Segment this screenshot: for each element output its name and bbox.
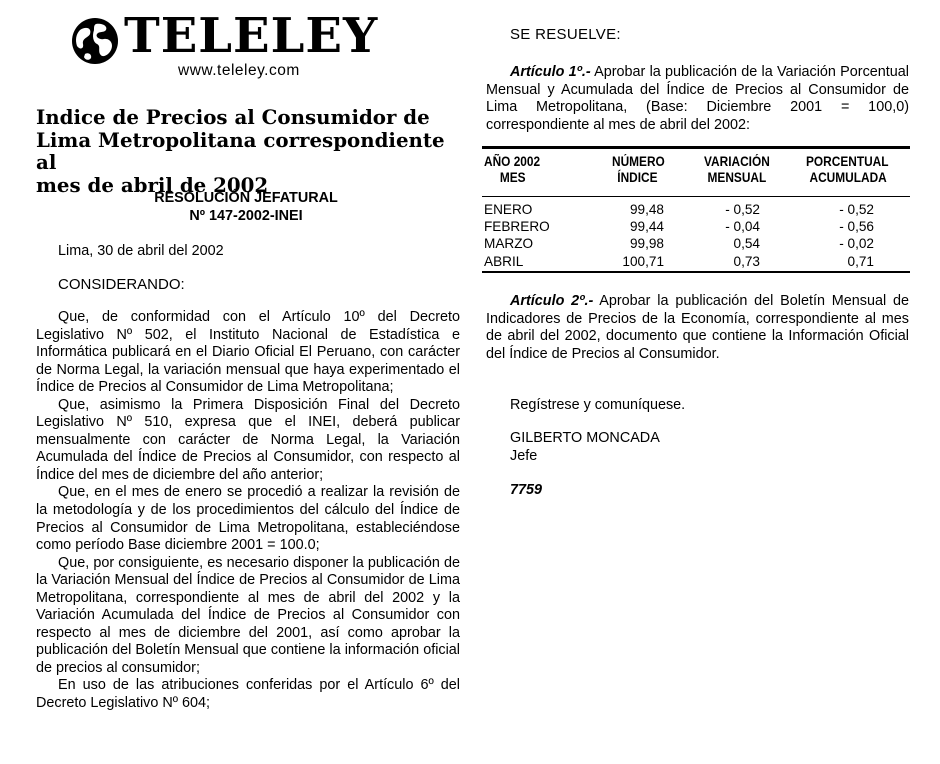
header-line: NÚMERO (612, 154, 665, 169)
table-cell-index: 99,98 (629, 236, 664, 251)
article-1-label: Artículo 1º.- (510, 64, 591, 80)
table-header-monthly (704, 154, 770, 185)
table-cell-monthly: 0,54 (733, 236, 760, 251)
table-top-rule (482, 146, 910, 149)
resolution-heading (36, 190, 456, 225)
header-line: MES (499, 169, 526, 185)
table-header-cumulative (806, 154, 889, 185)
resolution-number: Nº 147-2002-INEI (189, 207, 303, 224)
table-header-year (484, 154, 540, 185)
paragraph: Que, de conformidad con el Artículo 10º del Decreto Legislativo Nº 502, el Instituto Nacional de Estadística e Informática publicará en el Diario Oficial El Peruano, con carácter de Norma Legal, la variación mensual que haya experimentado el Índice de Precios al Consumidor de Lima Metropolitana; (36, 309, 460, 396)
header-line: PORCENTUAL (806, 154, 889, 169)
table-cell-month: ABRIL (484, 254, 524, 269)
table-cell-cumulative: 0,71 (847, 254, 874, 269)
paragraph: Que, por consiguiente, es necesario disponer la publicación de la Variación Mensual del Índice de Precios al Consumidor de Lima Metropolitana, correspondiente al mes de abril del 2002 y la Variación Acumulada del Índice de Precios al Consumidor con respecto al mes de diciembre del 2001, así como aprobar la publicación del Boletín Mensual que contiene la información oficial de precios al consumidor; (36, 554, 460, 676)
signature-block (510, 430, 660, 465)
article-1-text: Aprobar la publicación de la Variación Porcentual Mensual y Acumulada del Índice de Precios al Consumidor de Lima Metropolitana, (Base: Diciembre 2001 = 100,0) correspondiente al mes de abril del 2002: (486, 64, 909, 133)
table-cell-cumulative: - 0,52 (839, 202, 874, 217)
header-line: ACUMULADA (809, 169, 887, 185)
header-line: AÑO 2002 (484, 154, 541, 169)
signer-title: Jefe (510, 447, 538, 464)
considerando-heading: CONSIDERANDO: (58, 276, 185, 293)
website-link[interactable]: www.teleley.com (178, 62, 300, 79)
table-header-index (612, 154, 665, 185)
table-cell-month: FEBRERO (484, 219, 550, 234)
globe-icon (70, 16, 120, 66)
article-2-label: Artículo 2º.- (510, 293, 594, 309)
paragraph: Que, en el mes de enero se procedió a realizar la revisión de la metodología y de los procedimientos del cálculo del Índice de Precios al Consumidor de Lima Metropolitana, estableciéndose como período Base diciembre 2001 = 100.0; (36, 484, 460, 554)
title-line: mes de abril de 2002 (36, 172, 269, 197)
header-line: MENSUAL (707, 169, 767, 185)
table-cell-cumulative: - 0,02 (839, 236, 874, 251)
article-1 (486, 64, 909, 134)
document-title (36, 106, 462, 196)
document-code: 7759 (510, 482, 543, 498)
se-resuelve-heading: SE RESUELVE: (510, 26, 621, 43)
table-cell-month: ENERO (484, 202, 533, 217)
table-cell-cumulative: - 0,56 (839, 219, 874, 234)
header-line: VARIACIÓN (704, 154, 770, 169)
resolution-type: RESOLUCIÓN JEFATURAL (154, 190, 338, 206)
title-line: Lima Metropolitana correspondiente al (36, 127, 445, 174)
table-cell-index: 100,71 (622, 254, 664, 269)
signer-name: GILBERTO MONCADA (510, 430, 660, 446)
table-cell-month: MARZO (484, 236, 534, 251)
document-date: Lima, 30 de abril del 2002 (58, 243, 224, 259)
table-cell-index: 99,44 (629, 219, 664, 234)
article-2-text: Aprobar la publicación del Boletín Mensual de Indicadores de Precios de la Economía, correspondiente al mes de abril del 2002, documento que contiene la Información Oficial del Índice de Precios al Consumidor. (486, 293, 910, 362)
paragraph: En uso de las atribuciones conferidas por el Artículo 6º del Decreto Legislativo Nº 604; (36, 677, 460, 712)
brand-name: TELELEY (124, 8, 379, 64)
considerando-body (36, 309, 460, 713)
closing-formula: Regístrese y comuníquese. (510, 397, 686, 413)
paragraph: Que, asimismo la Primera Disposición Final del Decreto Legislativo Nº 510, expresa que el INEI, deberá publicar mensualmente con carácter de Norma Legal, la Variación Acumulada del Índice de Precios al Consumidor, con respecto al Índice del mes de diciembre del año anterior; (36, 396, 460, 483)
table-cell-index: 99,48 (629, 202, 664, 217)
table-cell-monthly: 0,73 (733, 254, 760, 269)
title-line: Indice de Precios al Consumidor de (36, 105, 430, 129)
table-cell-monthly: - 0,04 (725, 219, 760, 234)
header-line: ÍNDICE (617, 169, 658, 185)
table-bottom-rule (482, 271, 910, 273)
table-header-rule (482, 196, 910, 197)
table-cell-monthly: - 0,52 (725, 202, 760, 217)
article-2 (486, 293, 909, 363)
